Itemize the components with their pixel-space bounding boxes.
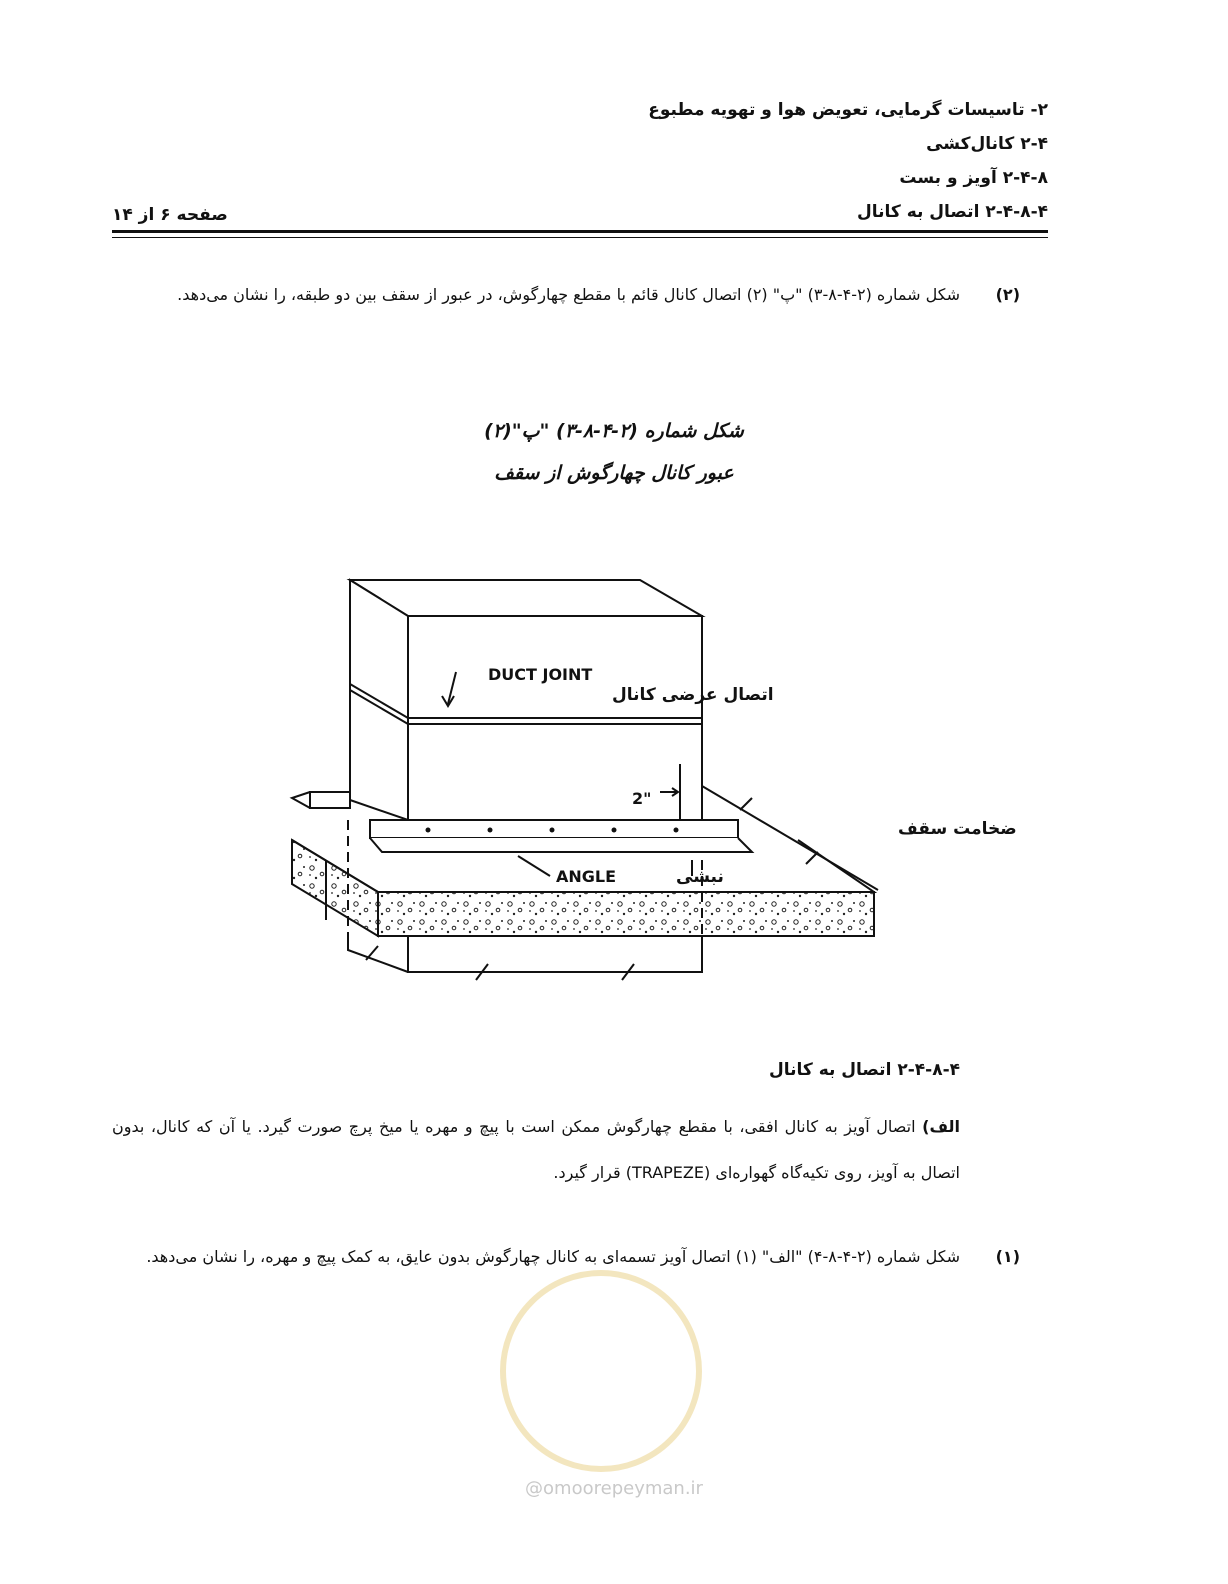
ceiling-slab-side xyxy=(292,840,378,936)
paragraph-1 xyxy=(112,1234,1020,1280)
header-line-4: ۲-۴-۸-۴ اتصال به کانال xyxy=(856,202,1048,222)
label-dimension: 2" xyxy=(632,789,652,808)
watermark-site: @omoorepeyman.ir xyxy=(525,1478,703,1499)
side-angle xyxy=(310,792,350,808)
paragraph-number: (۲) xyxy=(995,285,1020,304)
figure-caption-title: عبور کانال چهارگوش از سقف xyxy=(494,462,734,484)
label-angle-en: ANGLE xyxy=(556,867,617,886)
paragraph-number: (۱) xyxy=(995,1247,1020,1266)
alef-text: اتصال آویز به کانال افقی، با مقطع چهارگوش ممکن است با پیچ و مهره یا میخ پرچ صورت گیرد. یا آن که کانال، بدون اتصال به آویز، روی تکیه‌گاه گهواره‌ای (TRAPEZE) قرار گیرد. xyxy=(112,1117,960,1182)
page-number: صفحه ۶ از ۱۴ xyxy=(112,205,228,225)
header-line-2: ۲-۴ کانال‌کشی xyxy=(926,134,1048,154)
section-title: ۲-۴-۸-۴ اتصال به کانال xyxy=(768,1060,960,1080)
figure-caption-number: شکل شماره (۲-۴-۸-۳) "پ"(۲) xyxy=(484,420,744,442)
paragraph-alef xyxy=(112,1104,960,1196)
label-angle-fa: نبشی xyxy=(676,867,724,887)
header-line-1: ۲- تاسیسات گرمایی، تعویض هوا و تهویه مطبوع xyxy=(648,100,1048,120)
ceiling-slab xyxy=(378,892,874,936)
label-slab-thickness: ضخامت سقف xyxy=(898,819,1017,839)
header-line-3: ۲-۴-۸ آویز و بست xyxy=(899,168,1048,188)
paragraph-text: شکل شماره (۲-۴-۸-۴) "الف" (۱) اتصال آویز تسمه‌ای به کانال چهارگوش بدون عایق، به کمک پیچ و مهره، را نشان می‌دهد. xyxy=(146,1247,960,1266)
paragraph-text: شکل شماره (۲-۴-۸-۳) "پ" (۲) اتصال کانال قائم با مقطع چهارگوش، در عبور از سقف بین دو طبقه، را نشان می‌دهد. xyxy=(177,285,960,304)
watermark-seal xyxy=(500,1270,702,1472)
duct-top-face xyxy=(350,580,702,616)
label-duct-joint-en: DUCT JOINT xyxy=(488,665,593,684)
label-duct-joint-fa: اتصال عرضی کانال xyxy=(612,685,774,705)
alef-label: الف) xyxy=(922,1117,960,1136)
